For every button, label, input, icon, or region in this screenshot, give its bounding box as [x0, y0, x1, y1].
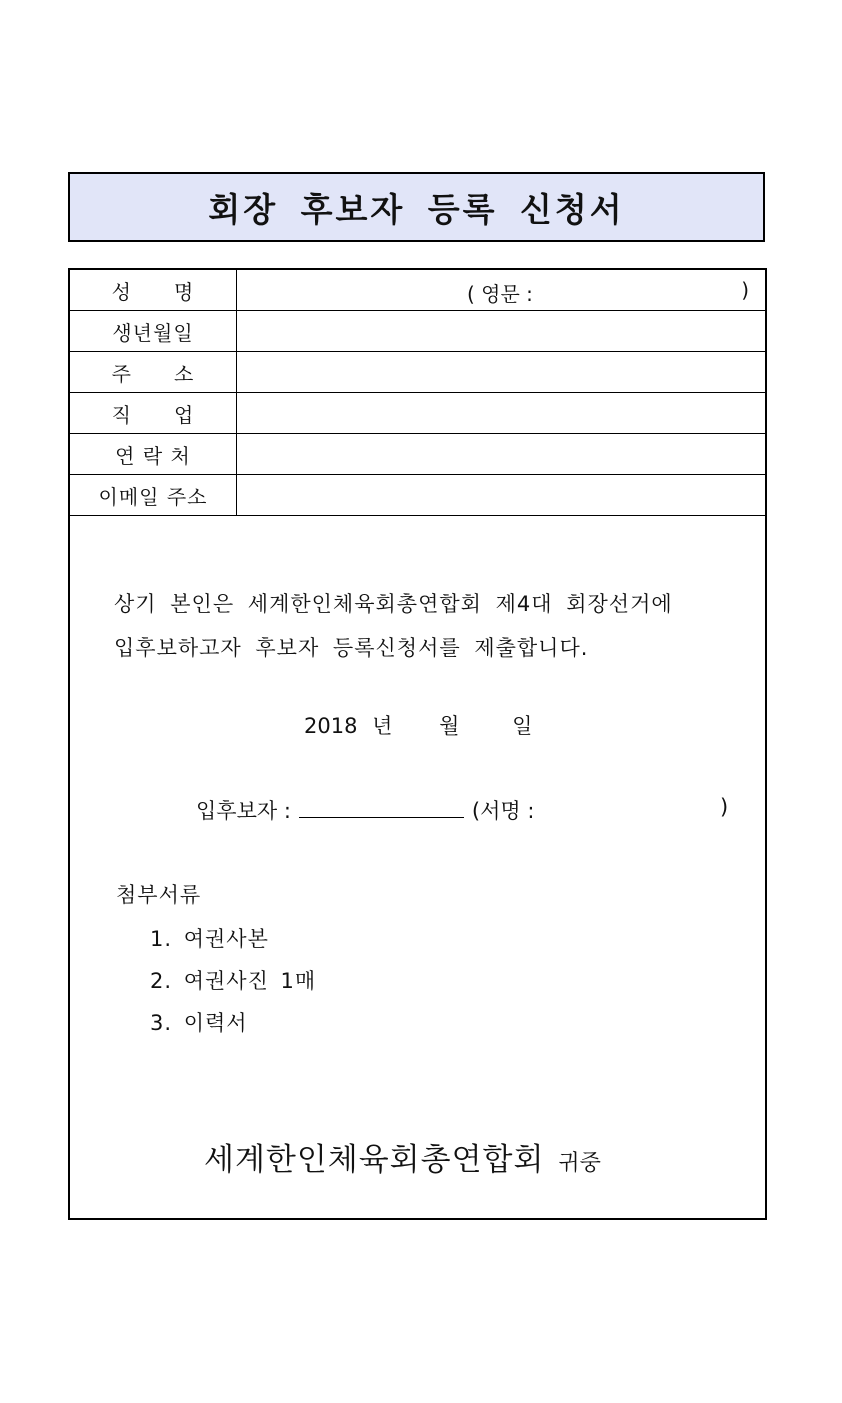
- statement-line-1: 상기 본인은 세계한인체육회총연합회 제4대 회장선거에: [114, 592, 673, 616]
- attachment-item: 3. 이력서: [150, 1011, 248, 1035]
- date-day-unit: 일: [512, 714, 533, 738]
- address-field[interactable]: [237, 352, 766, 393]
- row-address: [70, 352, 765, 393]
- candidate-name-blank[interactable]: [299, 797, 464, 818]
- form-title: 회장 후보자 등록 신청서: [208, 189, 625, 229]
- recipient-org: 세계한인체육회총연합회: [204, 1142, 545, 1178]
- row-occupation: [70, 393, 765, 434]
- candidate-label: 입후보자 :: [196, 799, 291, 823]
- signature-label: (서명 :: [471, 799, 535, 823]
- attachment-item: 2. 여권사진 1매: [150, 969, 317, 993]
- attachments-list: [150, 918, 316, 1044]
- date-line: [304, 710, 532, 740]
- english-name-label: ( 영문 :: [467, 282, 533, 306]
- date-year-unit: 년: [372, 714, 393, 738]
- applicant-info-table: [70, 270, 765, 516]
- statement-line-2: 입후보하고자 후보자 등록신청서를 제출합니다.: [114, 636, 589, 660]
- signature-close: ): [720, 795, 729, 819]
- occupation-label: 직 업: [70, 393, 237, 434]
- candidate-line: [196, 795, 534, 825]
- date-year: 2018: [304, 714, 358, 738]
- email-field[interactable]: [237, 475, 766, 516]
- birthdate-field[interactable]: [237, 311, 766, 352]
- occupation-field[interactable]: [237, 393, 766, 434]
- name-field[interactable]: [237, 270, 766, 311]
- date-month-unit: 월: [439, 714, 460, 738]
- application-form: [68, 268, 767, 1220]
- name-label: 성 명: [70, 270, 237, 311]
- row-birthdate: [70, 311, 765, 352]
- statement: [114, 582, 673, 670]
- recipient-honorific: 귀중: [558, 1151, 601, 1176]
- title-box: [68, 172, 765, 242]
- row-email: [70, 475, 765, 516]
- email-label: 이메일 주소: [70, 475, 237, 516]
- row-contact: [70, 434, 765, 475]
- address-label: 주 소: [70, 352, 237, 393]
- recipient: [204, 1134, 601, 1179]
- english-name-close: ): [741, 278, 749, 302]
- attachment-item: 1. 여권사본: [150, 927, 269, 951]
- contact-field[interactable]: [237, 434, 766, 475]
- birthdate-label: 생년월일: [70, 311, 237, 352]
- row-name: [70, 270, 765, 311]
- attachments-title: 첨부서류: [116, 883, 202, 907]
- contact-label: 연 락 처: [70, 434, 237, 475]
